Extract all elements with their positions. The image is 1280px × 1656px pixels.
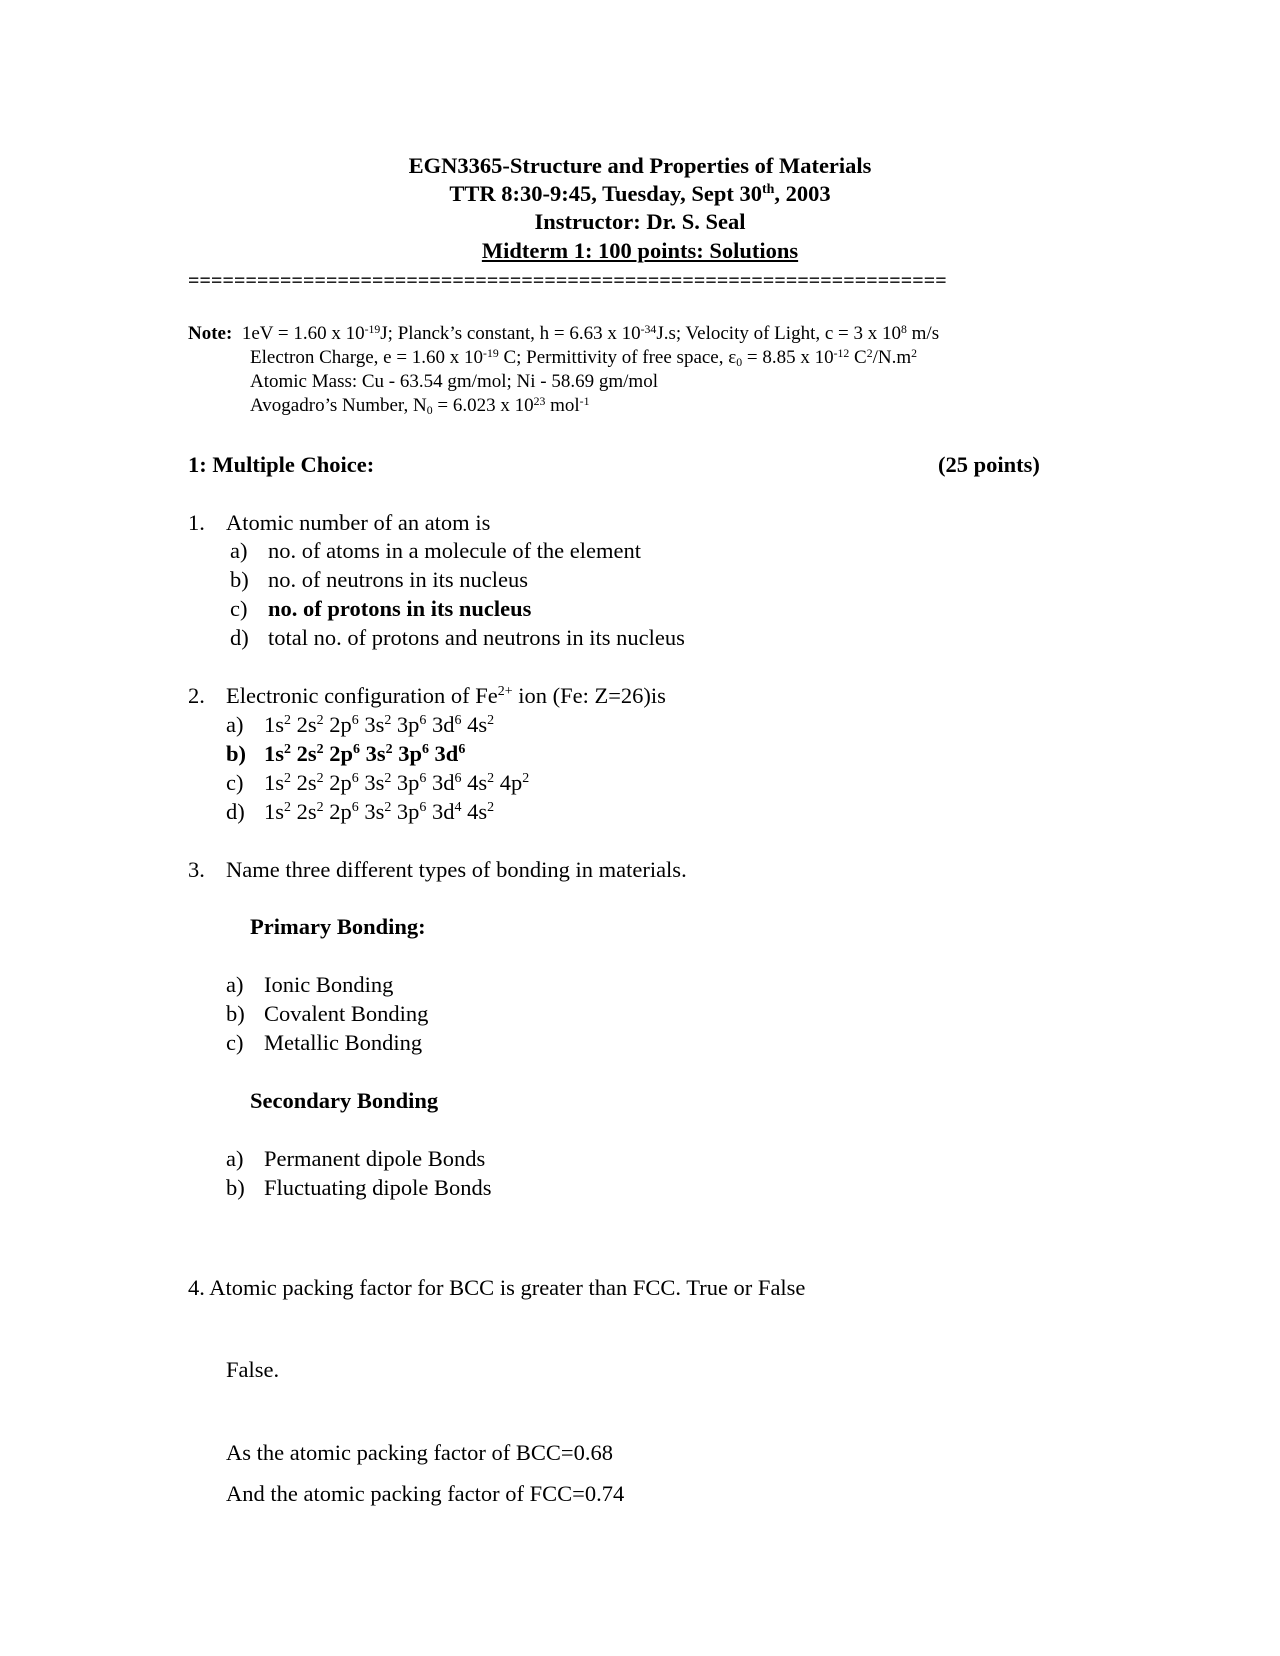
note-line-3: Atomic Mass: Cu - 63.54 gm/mol; Ni - 58.69 gm/mol [250,371,658,392]
orbital: 3s [358,712,385,737]
note-text: m/s [906,323,940,344]
exam-title [0,237,1280,265]
q2-option-c [226,768,529,797]
option-text: Covalent Bonding [264,1001,429,1026]
option-label: b) [230,567,249,592]
secondary-bond-b [226,1173,492,1202]
schedule-sup: th [761,182,775,198]
orbital: 3d [426,770,455,795]
q1-option-a [230,536,641,565]
orbital: 2s [290,741,317,766]
note-text: 1eV = 1.60 x 10 [241,323,365,344]
orbital: 1s [264,799,285,824]
note-sub: 0 [736,355,743,369]
orbital: 3s [358,770,385,795]
orbital: 4s [461,799,488,824]
orbital: 2s [290,712,317,737]
note-text: = 8.85 x 10 [742,347,834,368]
section-title: 1: Multiple Choice: [188,452,375,477]
electron-count: 2 [316,713,324,729]
note-text: Electron Charge, e = 1.60 x 10 [250,347,484,368]
note-text: C; Permittivity of free space, ε [498,347,737,368]
orbital: 3d [428,741,459,766]
schedule-year: , 2003 [774,181,831,206]
note-sup: 8 [901,322,907,336]
electron-count: 6 [458,742,466,758]
electron-count: 2 [385,742,393,758]
orbital: 2p [323,799,352,824]
orbital: 3p [391,770,420,795]
electron-count: 6 [454,713,462,729]
question-number: 1. [188,510,205,535]
option-label: c) [226,770,244,795]
q2-option-a [226,710,494,739]
note-text: Avogadro’s Number, N [250,395,427,416]
option-label: b) [226,1175,245,1200]
separator-rule: ================================================================== [188,270,947,292]
course-title: EGN3365-Structure and Properties of Materials [408,153,872,178]
electron-count: 6 [421,742,429,758]
note-line-2 [250,346,917,370]
orbital: 1s [264,770,285,795]
orbital: 3s [359,741,386,766]
option-label: a) [226,712,244,737]
q2-option-b-correct [226,739,465,768]
primary-bonding-title: Primary Bonding: [250,914,426,939]
electron-count: 2 [487,800,495,816]
schedule-text: TTR 8:30-9:45, Tuesday, Sept 30 [449,181,762,206]
q1-option-d [230,623,685,652]
note-text: J; Planck’s constant, h = 6.63 x 10 [380,323,641,344]
option-label: b) [226,1001,245,1026]
electron-count: 2 [284,800,291,816]
note-sub: 0 [426,403,433,417]
electron-count: 6 [419,771,427,787]
question-1 [188,508,490,537]
orbital: 4p [494,770,523,795]
orbital: 1s [264,712,285,737]
option-text: no. of neutrons in its nucleus [268,567,528,592]
secondary-bonding-title: Secondary Bonding [250,1088,439,1113]
option-text: Fluctuating dipole Bonds [264,1175,492,1200]
electron-count: 2 [384,800,392,816]
electron-count: 6 [351,771,359,787]
electron-count: 6 [351,713,359,729]
note-text: J.s; Velocity of Light, c = 3 x 10 [656,323,901,344]
electron-count: 2 [316,742,324,758]
electron-count: 6 [419,800,427,816]
question-number: 2. [188,683,205,708]
schedule-line [0,180,1280,208]
q1-option-b [230,565,528,594]
electron-count: 2 [487,771,495,787]
q2-option-d [226,797,494,826]
primary-bond-b [226,999,428,1028]
electron-count: 2 [316,800,324,816]
electron-count: 2 [316,771,324,787]
section-points: (25 points) [938,452,1040,477]
option-text: Metallic Bonding [264,1030,423,1055]
q1-option-c-correct [230,594,531,623]
orbital: 2p [323,770,352,795]
note-sup: -19 [364,322,381,336]
electron-count: 2 [284,713,291,729]
orbital: 4s [461,712,488,737]
ion-charge: 2+ [497,684,513,700]
question-3 [188,855,687,884]
electron-count: 6 [351,800,359,816]
exam-title-text: Midterm 1: 100 points: Solutions [481,238,799,263]
note-sup: 2 [866,346,873,360]
question-number: 3. [188,857,205,882]
q4-reason-bcc: As the atomic packing factor of BCC=0.68 [226,1440,613,1465]
option-label: a) [230,538,248,563]
note-text: mol [545,395,580,416]
electron-config [264,770,529,795]
electron-count: 2 [284,742,291,758]
orbital: 3d [426,799,455,824]
electron-count: 6 [419,713,427,729]
option-label: a) [226,1146,244,1171]
orbital: 4s [461,770,488,795]
option-label: b) [226,741,247,766]
orbital: 3p [391,712,420,737]
option-text-correct: no. of protons in its nucleus [268,596,532,621]
electron-count: 2 [522,771,530,787]
orbital: 1s [264,741,285,766]
orbital: 2s [290,799,317,824]
orbital: 2s [290,770,317,795]
orbital: 3p [391,799,420,824]
question-text: Name three different types of bonding in materials. [226,857,687,882]
question-text: ion (Fe: Z=26)is [512,683,666,708]
orbital: 2p [323,712,352,737]
secondary-bond-a [226,1144,485,1173]
question-text: Electronic configuration of Fe [226,683,498,708]
primary-bond-a [226,970,393,999]
option-text: total no. of protons and neutrons in its nucleus [268,625,685,650]
note-label: Note: [188,323,233,344]
option-label: c) [226,1030,244,1055]
electron-count: 2 [384,771,392,787]
option-label: d) [226,799,245,824]
note-text: C [849,347,867,368]
option-label: c) [230,596,248,621]
note-sup: 2 [911,346,918,360]
option-text: Ionic Bonding [264,972,394,997]
note-sup: -34 [640,322,657,336]
orbital: 2p [323,741,353,766]
option-label: d) [230,625,249,650]
option-text: Permanent dipole Bonds [264,1146,486,1171]
primary-bond-c [226,1028,422,1057]
instructor-line: Instructor: Dr. S. Seal [534,209,746,234]
note-sup: 23 [533,394,546,408]
option-label: a) [226,972,244,997]
orbital: 3s [358,799,385,824]
orbital: 3d [426,712,455,737]
question-2 [188,681,666,710]
electron-config [264,799,494,824]
note-line-1 [188,322,939,346]
electron-count: 6 [352,742,360,758]
note-text: = 6.023 x 10 [432,395,534,416]
question-text: Atomic number of an atom is [226,510,491,535]
q4-answer: False. [226,1357,280,1382]
electron-count: 2 [487,713,495,729]
electron-count: 2 [284,771,291,787]
orbital: 3p [392,741,422,766]
electron-config [264,712,494,737]
electron-count: 4 [454,800,462,816]
note-sup: -1 [579,394,590,408]
electron-config [264,741,465,766]
q4-reason-fcc: And the atomic packing factor of FCC=0.74 [226,1481,625,1506]
note-text: /N.m [872,347,912,368]
electron-count: 6 [454,771,462,787]
note-line-4 [250,394,589,418]
question-4: 4. Atomic packing factor for BCC is greater than FCC. True or False [188,1275,806,1300]
option-text: no. of atoms in a molecule of the element [268,538,642,563]
note-sup: -12 [833,346,850,360]
note-sup: -19 [483,346,499,360]
electron-count: 2 [384,713,392,729]
